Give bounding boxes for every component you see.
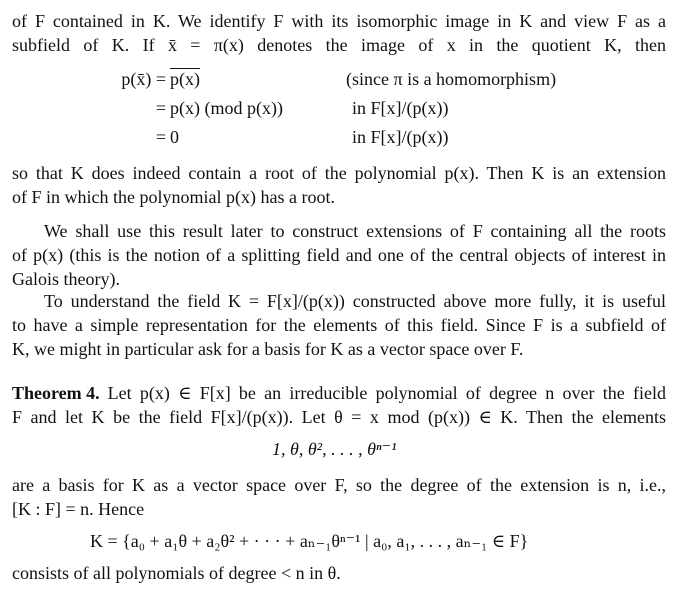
paragraph-3-line-2: of p(x) (this is the notion of a splitting field and one of the central objects of interest in [12, 245, 666, 265]
paragraph-3-line-3: Galois theory). [12, 269, 120, 289]
eq1-row1-lhs: p(x̄) = [121, 69, 166, 89]
theorem-statement-1: Let p(x) ∈ F[x] be an irreducible polynomial of degree n over the field [107, 383, 666, 403]
paragraph-2-line-1: so that K does indeed contain a root of the polynomial p(x). Then K is an extension [12, 163, 666, 183]
eq1-row2-lhs: = [155, 98, 166, 118]
eq1-row2-note: in F[x]/(p(x)) [352, 98, 449, 118]
paragraph-4-line-1: To understand the field K = F[x]/(p(x)) constructed above more fully, it is useful [44, 291, 666, 311]
theorem-line-3: are a basis for K as a vector space over F, so the degree of the extension is n, i.e., [12, 475, 666, 495]
eq1-row1-rhs: p(x) [170, 69, 200, 89]
eq1-row3-note: in F[x]/(p(x)) [352, 127, 449, 147]
paragraph-2-line-2: of F in which the polynomial p(x) has a root. [12, 187, 335, 207]
paragraph-1-line-2: subfield of K. If x̄ = π(x) denotes the image of x in the quotient K, then [12, 35, 666, 55]
theorem-display-basis: 1, θ, θ², . . . , θⁿ⁻¹ [272, 439, 397, 459]
paragraph-4-line-2: to have a simple representation for the elements of this field. Since F is a subfield of [12, 315, 666, 335]
paragraph-3-line-1: We shall use this result later to construct extensions of F containing all the roots [44, 221, 666, 241]
theorem-line-4: [K : F] = n. Hence [12, 499, 145, 519]
theorem-label: Theorem 4. [12, 383, 100, 403]
eq1-row3-lhs: = [155, 127, 166, 147]
theorem-display-field: K = {a₀ + a₁θ + a₂θ² + · · · + aₙ₋₁θⁿ⁻¹ | a₀, a₁, . . . , aₙ₋₁ ∈ F} [90, 531, 529, 551]
paragraph-1-line-1: of F contained in K. We identify F with its isomorphic image in K and view F as a [12, 11, 666, 31]
paragraph-4-line-3: K, we might in particular ask for a basis for K as a vector space over F. [12, 339, 524, 359]
eq1-row2-rhs: p(x) (mod p(x)) [170, 98, 283, 118]
eq1-row1-note: (since π is a homomorphism) [346, 69, 557, 89]
theorem-line-1 [12, 382, 666, 404]
theorem-line-5: consists of all polynomials of degree < n in θ. [12, 563, 341, 583]
eq1-row3-rhs: 0 [170, 127, 179, 147]
theorem-line-2: F and let K be the field F[x]/(p(x)). Let θ = x mod (p(x)) ∈ K. Then the elements [12, 407, 666, 427]
